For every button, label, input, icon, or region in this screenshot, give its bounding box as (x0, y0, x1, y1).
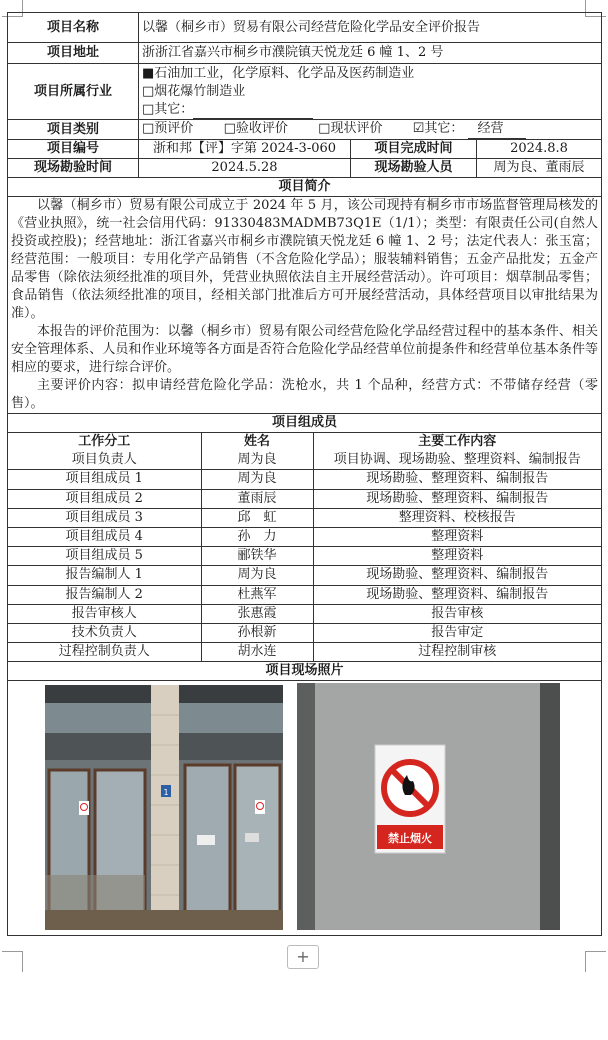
intro-paragraph-1: 以馨（桐乡市）贸易有限公司成立于 2024 年 5 月，该公司现持有桐乡市市场监督管理局核发的《营业执照》，统一社会信用代码：91330483MADMB73Q1E（1/1）；类型：有限责任公司(自然人投资或控股)；经营地址：浙江省嘉兴市桐乡市濮院镇天悦龙廷 6 幢 1、2 号；法定代表人：张玉富；经营范围：一般项目：专用化学产品销售（不含危险化学品）；服装辅料销售；五金产品批发；五金产品零售（除依法须经批准的项目外，凭营业执照依法自主开展经营活动）。许可项目：烟草制品零售；食品销售（依法须经批准的项目，经相关部门批准后方可开展经营活动，具体经营项目以审批结果为准）。 (11, 198, 599, 321)
table-row (8, 566, 601, 585)
industry-option-petrochemical: ■石油加工业，化学原料、化学品及医药制造业 (142, 65, 415, 81)
table-row (8, 508, 601, 527)
team-member-name: 邱 虹 (201, 508, 313, 527)
team-section (8, 433, 602, 662)
complete-time-value: 2024.8.8 (477, 140, 602, 159)
type-option-other-value: 经营 (468, 120, 526, 139)
sign-photo-drawing (297, 683, 560, 930)
survey-staff-label: 现场勘验人员 (351, 159, 477, 178)
team-duty: 报告审核 (313, 604, 601, 623)
site-photo-entrance (45, 685, 283, 930)
team-duty: 整理资料、校核报告 (313, 508, 601, 527)
complete-time-label: 项目完成时间 (351, 140, 477, 159)
sign-text: 禁止烟火 (388, 832, 432, 846)
team-duty: 过程控制审核 (313, 643, 601, 662)
project-address-value: 浙浙江省嘉兴市桐乡市濮院镇天悦龙廷 6 幢 1、2 号 (139, 43, 602, 64)
team-member-name: 周为良 (201, 451, 313, 470)
industry-option-other: □其它： (142, 101, 598, 119)
crop-mark-bottom-left (2, 951, 23, 972)
team-member-name: 杜燕军 (201, 585, 313, 604)
project-address-label: 项目地址 (8, 43, 139, 64)
survey-time-value: 2024.5.28 (139, 159, 351, 178)
team-duty: 现场勘验、整理资料、编制报告 (313, 470, 601, 489)
table-row (8, 624, 601, 643)
team-title: 项目组成员 (8, 414, 602, 433)
team-role: 报告审核人 (8, 604, 201, 623)
team-header-duty: 主要工作内容 (313, 433, 601, 451)
team-header-role: 工作分工 (8, 433, 201, 451)
team-duty: 现场勘验、整理资料、编制报告 (313, 489, 601, 508)
table-row (8, 470, 601, 489)
team-role: 项目组成员 4 (8, 528, 201, 547)
team-member-name: 张惠霞 (201, 604, 313, 623)
team-role: 过程控制负责人 (8, 643, 201, 662)
checkbox-unchecked: □ (142, 83, 155, 99)
team-table (8, 433, 601, 661)
team-rows (8, 451, 601, 661)
project-info-table (7, 12, 602, 936)
team-member-name: 周为良 (201, 470, 313, 489)
photos-title: 项目现场照片 (8, 662, 602, 681)
table-row (8, 489, 601, 508)
table-row (8, 528, 601, 547)
add-page-button[interactable]: + (287, 945, 319, 969)
type-option-other: ☑其它： (412, 121, 464, 136)
entrance-photo-drawing (45, 685, 283, 930)
intro-paragraph-3: 主要评价内容：拟申请经营危险化学品：洗枪水，共 1 个品种，经营方式：不带储存经营（零售）。 (11, 378, 599, 411)
team-duty: 现场勘验、整理资料、编制报告 (313, 585, 601, 604)
team-member-name: 董雨辰 (201, 489, 313, 508)
team-role: 项目组成员 2 (8, 489, 201, 508)
team-role: 项目组成员 5 (8, 547, 201, 566)
table-row (8, 547, 601, 566)
team-duty: 报告审定 (313, 624, 601, 643)
team-role: 技术负责人 (8, 624, 201, 643)
table-row (8, 585, 601, 604)
team-member-name: 胡水连 (201, 643, 313, 662)
project-name-value: 以馨（桐乡市）贸易有限公司经营危险化学品安全评价报告 (139, 13, 602, 43)
survey-time-label: 现场勘验时间 (8, 159, 139, 178)
column-number-tag: 1 (163, 788, 169, 798)
intro-paragraph-2: 本报告的评价范围为：以馨（桐乡市）贸易有限公司经营危险化学品经营过程中的基本条件、相关安全管理体系、人员和作业环境等各方面是否符合危险化学品经营单位前提条件和经营单位基本条件等相应的要求，进行综合评价。 (11, 324, 599, 375)
photos-section (8, 681, 602, 936)
team-role: 报告编制人 1 (8, 566, 201, 585)
type-option-pre: □预评价 (142, 121, 194, 136)
team-duty: 项目协调、现场勘验、整理资料、编制报告 (313, 451, 601, 470)
industry-label: 项目所属行业 (8, 64, 139, 120)
team-header-name: 姓名 (201, 433, 313, 451)
team-role: 项目组成员 3 (8, 508, 201, 527)
team-role: 报告编制人 2 (8, 585, 201, 604)
project-no-label: 项目编号 (8, 140, 139, 159)
team-member-name: 郦铁华 (201, 547, 313, 566)
site-photo-sign (297, 683, 560, 930)
project-type-label: 项目类别 (8, 120, 139, 140)
type-option-acceptance: □验收评价 (223, 121, 288, 136)
team-duty: 整理资料 (313, 547, 601, 566)
survey-staff-value: 周为良、董雨辰 (477, 159, 602, 178)
team-role: 项目组成员 1 (8, 470, 201, 489)
project-name-label: 项目名称 (8, 13, 139, 43)
project-type-options (139, 120, 602, 140)
checkbox-checked: ■ (142, 65, 155, 81)
team-duty: 现场勘验、整理资料、编制报告 (313, 566, 601, 585)
intro-body (8, 197, 602, 414)
intro-title: 项目简介 (8, 178, 602, 197)
table-row (8, 604, 601, 623)
team-member-name: 孙根新 (201, 624, 313, 643)
crop-mark-bottom-right (585, 951, 606, 972)
team-member-name: 周为良 (201, 566, 313, 585)
industry-options (139, 64, 602, 120)
table-row (8, 451, 601, 470)
type-option-status: □现状评价 (318, 121, 383, 136)
table-row (8, 643, 601, 662)
other-blank-line (193, 104, 313, 119)
team-role: 项目负责人 (8, 451, 201, 470)
industry-option-fireworks: □烟花爆竹制造业 (142, 83, 246, 99)
project-no-value: 浙和邦【评】字第 2024-3-060 (139, 140, 351, 159)
team-member-name: 孙 力 (201, 528, 313, 547)
team-duty: 整理资料 (313, 528, 601, 547)
checkbox-unchecked: □ (142, 101, 155, 117)
